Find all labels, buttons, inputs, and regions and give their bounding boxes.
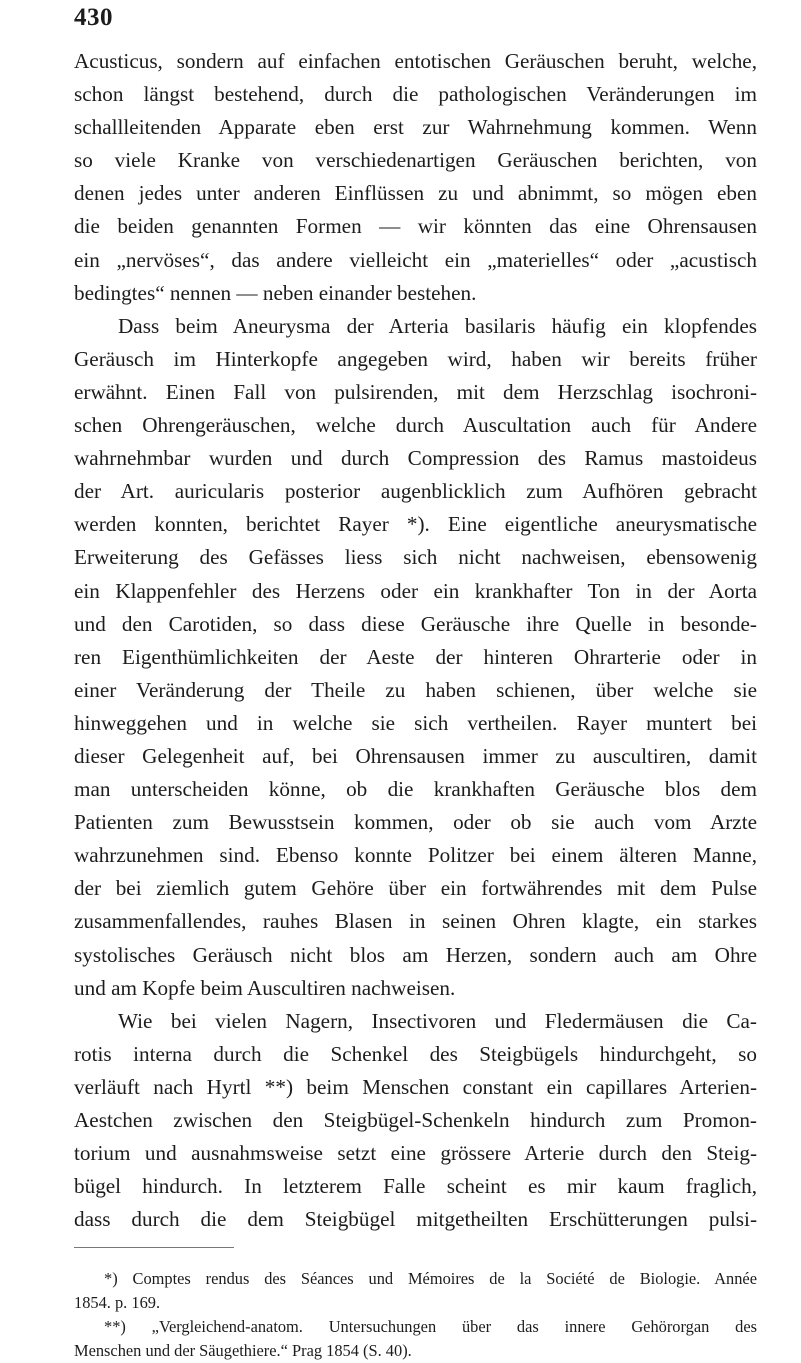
text-line: zusammenfallendes, rauhes Blasen in seinen Ohren klagte, ein starkes xyxy=(74,909,757,934)
text-line: Patienten zum Bewusstsein kommen, oder ob sie auch vom Arzte xyxy=(74,810,757,835)
text-line: denen jedes unter anderen Einflüssen zu und abnimmt, so mögen eben xyxy=(74,181,757,206)
text-line: so viele Kranke von verschiedenartigen Geräuschen berichten, von xyxy=(74,148,757,173)
footnote-line: **) „Vergleichend-anatom. Untersuchungen über das innere Gehörorgan des xyxy=(104,1317,757,1336)
text-line: man unterscheiden könne, ob die krankhaften Geräusche blos dem xyxy=(74,777,757,802)
text-line: dieser Gelegenheit auf, bei Ohrensausen immer zu auscultiren, damit xyxy=(74,743,757,768)
text-line: hinweggehen und in welche sie sich vertheilen. Rayer muntert bei xyxy=(74,710,757,735)
text-line: torium und ausnahmsweise setzt eine grössere Arterie durch den Steig- xyxy=(74,1141,757,1166)
text-line: ein „nervöses“, das andere vielleicht ein „materielles“ oder „acustisch xyxy=(74,247,757,272)
text-line: Geräusch im Hinterkopfe angegeben wird, haben wir bereits früher xyxy=(74,346,757,371)
text-line: ren Eigenthümlichkeiten der Aeste der hinteren Ohrarterie oder in xyxy=(74,644,757,669)
text-line: wahrnehmbar wurden und durch Compression des Ramus mastoideus xyxy=(74,446,757,471)
footnote-line: *) Comptes rendus des Séances und Mémoires de la Société de Biologie. Année xyxy=(104,1269,757,1288)
text-line: systolisches Geräusch nicht blos am Herzen, sondern auch am Ohre xyxy=(74,942,757,967)
text-line: dass durch die dem Steigbügel mitgetheilten Erschütterungen pulsi- xyxy=(74,1207,757,1232)
text-line: wahrzunehmen sind. Ebenso konnte Politzer bei einem älteren Manne, xyxy=(74,843,757,868)
text-line: Aestchen zwischen den Steigbügel-Schenkeln hindurch zum Promon- xyxy=(74,1108,757,1132)
text-line: und den Carotiden, so dass diese Geräusche ihre Quelle in besonde- xyxy=(74,611,757,636)
text-line: ein Klappenfehler des Herzens oder ein krankhafter Ton in der Aorta xyxy=(74,578,757,603)
text-line: schallleitenden Apparate eben erst zur Wahrnehmung kommen. Wenn xyxy=(74,115,757,140)
text-line: bügel hindurch. In letzterem Falle scheint es mir kaum fraglich, xyxy=(74,1174,757,1199)
text-line: der Art. auricularis posterior augenblicklich zum Aufhören gebracht xyxy=(74,479,757,504)
text-line: der bei ziemlich gutem Gehöre über ein fortwährendes mit dem Pulse xyxy=(74,876,757,901)
text-line: einer Veränderung der Theile zu haben schienen, über welche sie xyxy=(74,677,757,702)
footnote-line: Menschen und der Säugethiere.“ Prag 1854 (S. 40). xyxy=(74,1341,412,1360)
text-line: Dass beim Aneurysma der Arteria basilaris häufig ein klopfendes xyxy=(118,313,757,338)
text-line: verläuft nach Hyrtl **) beim Menschen constant ein capillares Arterien- xyxy=(74,1074,757,1099)
text-line: schon längst bestehend, durch die pathologischen Veränderungen im xyxy=(74,82,757,107)
text-line: bedingtes“ nennen — neben einander bestehen. xyxy=(74,280,477,305)
page-number: 430 xyxy=(74,4,113,31)
text-line: Wie bei vielen Nagern, Insectivoren und Fledermäusen die Ca- xyxy=(118,1008,757,1033)
footnote-line: 1854. p. 169. xyxy=(74,1293,161,1312)
text-line: erwähnt. Einen Fall von pulsirenden, mit dem Herzschlag isochroni- xyxy=(74,379,757,404)
body-text xyxy=(74,45,757,1236)
footnote-divider xyxy=(74,1247,234,1248)
text-line: schen Ohrengeräuschen, welche durch Auscultation auch für Andere xyxy=(74,413,757,438)
text-line: und am Kopfe beim Auscultiren nachweisen. xyxy=(74,975,456,1000)
text-line: Erweiterung des Gefässes liess sich nicht nachweisen, ebensowenig xyxy=(74,545,757,570)
text-line: rotis interna durch die Schenkel des Steigbügels hindurchgeht, so xyxy=(74,1041,757,1066)
text-line: Acusticus, sondern auf einfachen entotischen Geräuschen beruht, welche, xyxy=(74,49,757,73)
text-line: die beiden genannten Formen — wir könnten das eine Ohrensausen xyxy=(74,214,757,239)
footnotes xyxy=(74,1267,757,1363)
text-line: werden konnten, berichtet Rayer *). Eine eigentliche aneurysmatische xyxy=(74,512,757,537)
